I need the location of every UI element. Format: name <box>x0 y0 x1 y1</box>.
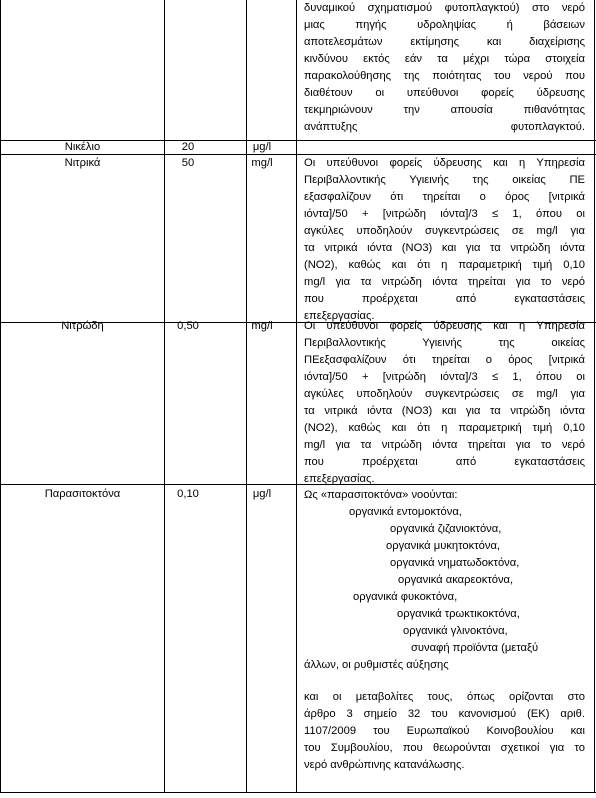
pesticide-item: οργανικά τρωκτικοκτόνα, <box>397 608 520 620</box>
note-line: mg/l για τα νιτρώδη ιόντα τηρείται για το νερό <box>304 276 585 288</box>
note-line: αποτελεσμάτων εκτίμησης και διαχείρισης <box>304 36 585 48</box>
note-line: άρθρο 3 σημείο 32 του κανονισμού (ΕΚ) αριθ. <box>304 708 585 720</box>
note-line: Οι υπεύθυνοι φορείς ύδρευσης και η Υπηρεσία <box>304 157 585 169</box>
parameter-name: Νιτρικά <box>64 157 101 169</box>
note-line: δυναμικού σχηματισμού φυτοπλαγκτού) στο νερό <box>304 2 585 14</box>
parameter-value: 20 <box>181 141 195 153</box>
pesticide-item: οργανικά μυκητοκτόνα, <box>386 540 501 552</box>
note-line: τα νιτρικά ιόντα (NO3) και για τα νιτρώδη ιόντα <box>304 405 585 417</box>
parameter-name: Παρασιτοκτόνα <box>44 488 121 500</box>
note-line: ιόντα]/50 + [νιτρώδη ιόντα]/3 ≤ 1, όπου οι <box>304 208 585 220</box>
note-line: Περιβαλλοντικής Υγιεινής της οικείας <box>304 337 585 349</box>
pesticide-item: οργανικά ακαρεοκτόνα, <box>398 574 514 586</box>
note-line: mg/l για τα νιτρώδη ιόντα τηρείται για το νερό <box>304 439 585 451</box>
note-line: διαθέτουν οι υπεύθυνοι φορείς ύδρευσης <box>304 87 585 99</box>
note-line: ανάπτυξης φυτοπλαγκτού. <box>304 121 585 133</box>
note-line: ΠΕεξασφαλίζουν ότι τηρείται ο όρος [νιτρικά <box>304 354 585 366</box>
note-line: του Συμβουλίου, που θεωρούνται σχετικοί για το <box>304 742 585 754</box>
column-divider <box>246 0 247 793</box>
pesticide-item: οργανικά ζιζανιοκτόνα, <box>390 523 502 535</box>
pesticide-item: οργανικά νηματωδοκτόνα, <box>390 557 520 569</box>
table-bottom-border <box>0 792 596 793</box>
pesticide-item: συναφή προϊόντα (μεταξύ <box>411 642 539 654</box>
parameter-name: Νικέλιο <box>64 141 101 153</box>
pesticides-intro: Ως «παρασιτοκτόνα» νοούνται: <box>304 489 458 501</box>
parameter-notes <box>304 155 585 325</box>
note-line: νερό ανθρώπινης κατανάλωσης. <box>304 759 465 771</box>
note-line: Περιβαλλοντικής Υγιεινής της οικείας ΠΕ <box>304 174 585 186</box>
parameter-value: 0,50 <box>177 320 199 332</box>
column-divider <box>296 0 297 793</box>
pesticide-item: οργανικά γλινοκτόνα, <box>403 625 508 637</box>
parameter-value: 50 <box>181 157 195 169</box>
note-line: παρακολούθησης της ποιότητας του νερού που <box>304 70 585 82</box>
note-line: 1107/2009 του Ευρωπαϊκού Κοινοβουλίου και <box>304 725 585 737</box>
note-line: κινδύνου εκτός εάν τα μέχρι τώρα στοιχεία <box>304 53 585 65</box>
note-line: αγκύλες υποδηλούν συγκεντρώσεις σε mg/l για <box>304 225 585 237</box>
note-line: και οι μεταβολίτες τους, όπως ορίζονται στο <box>304 691 585 703</box>
parameter-name: Νιτρώδη <box>61 320 104 332</box>
pesticides-closing <box>304 689 585 774</box>
note-line: (NO2), καθώς και ότι η παραμετρική τιμή 0,10 <box>304 422 585 434</box>
table-right-border <box>594 0 595 793</box>
note-line: εξασφαλίζουν ότι τηρείται ο όρος [νιτρικά <box>304 191 585 203</box>
table-left-border <box>0 0 1 793</box>
parameter-unit: mg/l <box>251 320 273 332</box>
pesticide-item: οργανικά εντομοκτόνα, <box>349 506 462 518</box>
note-line: Οι υπεύθυνοι φορείς ύδρευσης και η Υπηρεσία <box>304 320 585 332</box>
parameter-unit: mg/l <box>251 157 273 169</box>
note-line: ιόντα]/50 + [νιτρώδη ιόντα]/3 ≤ 1, όπου οι <box>304 371 585 383</box>
note-line: (NO2), καθώς και ότι η παραμετρική τιμή 0,10 <box>304 259 585 271</box>
pesticide-item: οργανικά φυκοκτόνα, <box>353 591 458 603</box>
parameter-unit: μg/l <box>252 141 272 153</box>
column-divider <box>164 0 165 793</box>
note-line: επεξεργασίας. <box>304 310 375 322</box>
pesticides-continuation: άλλων, οι ρυθμιστές αύξησης <box>304 659 449 671</box>
note-line: που προέρχεται από εγκαταστάσεις <box>304 456 585 468</box>
parameter-unit: μg/l <box>252 488 272 500</box>
note-line: επεξεργασίας. <box>304 473 375 485</box>
note-line: αγκύλες υποδηλούν συγκεντρώσεις σε mg/l για <box>304 388 585 400</box>
parameter-notes <box>304 318 585 488</box>
note-line: τα νιτρικά ιόντα (NO3) και για τα νιτρώδη ιόντα <box>304 242 585 254</box>
note-line: μιας πηγής υδροληψίας ή βάσειων <box>304 19 585 31</box>
parameter-value: 0,10 <box>177 488 199 500</box>
table-row <box>304 0 585 136</box>
note-line: τεκμηριώνουν την απουσία πιθανότητας <box>304 104 585 116</box>
note-line: που προέρχεται από εγκαταστάσεις <box>304 293 585 305</box>
